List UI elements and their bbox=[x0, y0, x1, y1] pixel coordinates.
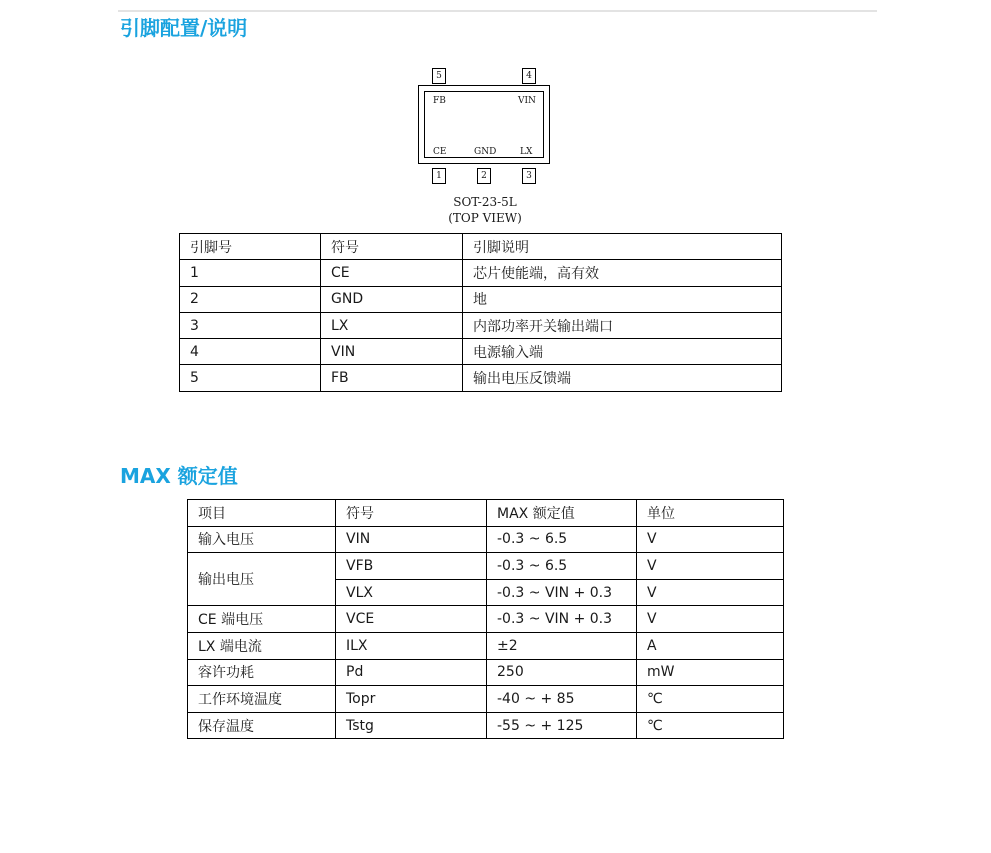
table-cell: -0.3 ~ 6.5 bbox=[487, 553, 637, 580]
package-caption-view: (TOP VIEW) bbox=[448, 211, 522, 225]
table-cell: 输出电压反馈端 bbox=[463, 365, 782, 391]
pin-label-ce: CE bbox=[433, 147, 447, 157]
header-cell: 引脚号 bbox=[180, 234, 321, 260]
table-header-row bbox=[188, 500, 784, 527]
pin-label-fb: FB bbox=[433, 96, 446, 106]
table-cell: FB bbox=[321, 365, 463, 391]
pin-label-vin: VIN bbox=[518, 96, 536, 106]
table-cell: 地 bbox=[463, 286, 782, 312]
table-cell: 1 bbox=[180, 260, 321, 286]
table-row bbox=[180, 339, 782, 365]
table-cell: VIN bbox=[336, 526, 487, 553]
table-cell: Topr bbox=[336, 686, 487, 713]
table-cell: 5 bbox=[180, 365, 321, 391]
table-cell: VLX bbox=[336, 579, 487, 606]
table-cell: VIN bbox=[321, 339, 463, 365]
table-cell: 芯片使能端，高有效 bbox=[463, 260, 782, 286]
table-row bbox=[188, 526, 784, 553]
table-row bbox=[180, 286, 782, 312]
table-cell: ±2 bbox=[487, 632, 637, 659]
sot23-5l-package-diagram bbox=[418, 64, 552, 189]
table-cell: ILX bbox=[336, 632, 487, 659]
table-cell: ℃ bbox=[637, 686, 784, 713]
section-title-pin-config: 引脚配置/说明 bbox=[120, 16, 248, 40]
pin-4-box: 4 bbox=[522, 68, 536, 84]
table-row bbox=[188, 659, 784, 686]
table-cell: -0.3 ~ 6.5 bbox=[487, 526, 637, 553]
table-row bbox=[188, 606, 784, 633]
header-cell: MAX 额定值 bbox=[487, 500, 637, 527]
table-row bbox=[180, 260, 782, 286]
package-caption-name: SOT-23-5L bbox=[453, 195, 517, 209]
table-cell: mW bbox=[637, 659, 784, 686]
section-title-max-ratings: MAX 额定值 bbox=[120, 464, 238, 488]
table-cell: V bbox=[637, 606, 784, 633]
table-cell: 2 bbox=[180, 286, 321, 312]
table-cell: -0.3 ~ VIN + 0.3 bbox=[487, 606, 637, 633]
table-cell: Pd bbox=[336, 659, 487, 686]
table-cell: A bbox=[637, 632, 784, 659]
table-cell: V bbox=[637, 526, 784, 553]
table-cell: VFB bbox=[336, 553, 487, 580]
pin-3-box: 3 bbox=[522, 168, 536, 184]
table-row bbox=[188, 712, 784, 739]
table-cell: 保存温度 bbox=[188, 712, 336, 739]
table-cell: VCE bbox=[336, 606, 487, 633]
pin-description-table bbox=[179, 233, 782, 392]
table-row bbox=[188, 553, 784, 580]
pin-5-box: 5 bbox=[432, 68, 446, 84]
table-row bbox=[180, 365, 782, 391]
table-cell: 4 bbox=[180, 339, 321, 365]
max-ratings-table bbox=[187, 499, 784, 739]
table-row bbox=[180, 312, 782, 338]
table-cell: ℃ bbox=[637, 712, 784, 739]
table-cell: 工作环境温度 bbox=[188, 686, 336, 713]
header-cell: 引脚说明 bbox=[463, 234, 782, 260]
table-cell: V bbox=[637, 579, 784, 606]
table-cell: -55 ~ + 125 bbox=[487, 712, 637, 739]
pin-2-box: 2 bbox=[477, 168, 491, 184]
header-cell: 符号 bbox=[321, 234, 463, 260]
table-cell: -40 ~ + 85 bbox=[487, 686, 637, 713]
header-cell: 符号 bbox=[336, 500, 487, 527]
table-cell: 输入电压 bbox=[188, 526, 336, 553]
table-cell: -0.3 ~ VIN + 0.3 bbox=[487, 579, 637, 606]
table-cell: CE 端电压 bbox=[188, 606, 336, 633]
pin-1-box: 1 bbox=[432, 168, 446, 184]
table-cell: GND bbox=[321, 286, 463, 312]
table-cell: Tstg bbox=[336, 712, 487, 739]
header-cell: 单位 bbox=[637, 500, 784, 527]
pin-label-gnd: GND bbox=[474, 147, 497, 157]
table-cell: 容许功耗 bbox=[188, 659, 336, 686]
pin-label-lx: LX bbox=[520, 147, 533, 157]
table-cell: 3 bbox=[180, 312, 321, 338]
table-row bbox=[188, 686, 784, 713]
table-cell: V bbox=[637, 553, 784, 580]
table-cell: 250 bbox=[487, 659, 637, 686]
table-cell: LX bbox=[321, 312, 463, 338]
table-cell: 内部功率开关输出端口 bbox=[463, 312, 782, 338]
table-cell-merged: 输出电压 bbox=[188, 553, 336, 606]
table-cell: LX 端电流 bbox=[188, 632, 336, 659]
table-cell: CE bbox=[321, 260, 463, 286]
table-row bbox=[188, 632, 784, 659]
table-cell: 电源输入端 bbox=[463, 339, 782, 365]
header-cell: 项目 bbox=[188, 500, 336, 527]
table-header-row bbox=[180, 234, 782, 260]
